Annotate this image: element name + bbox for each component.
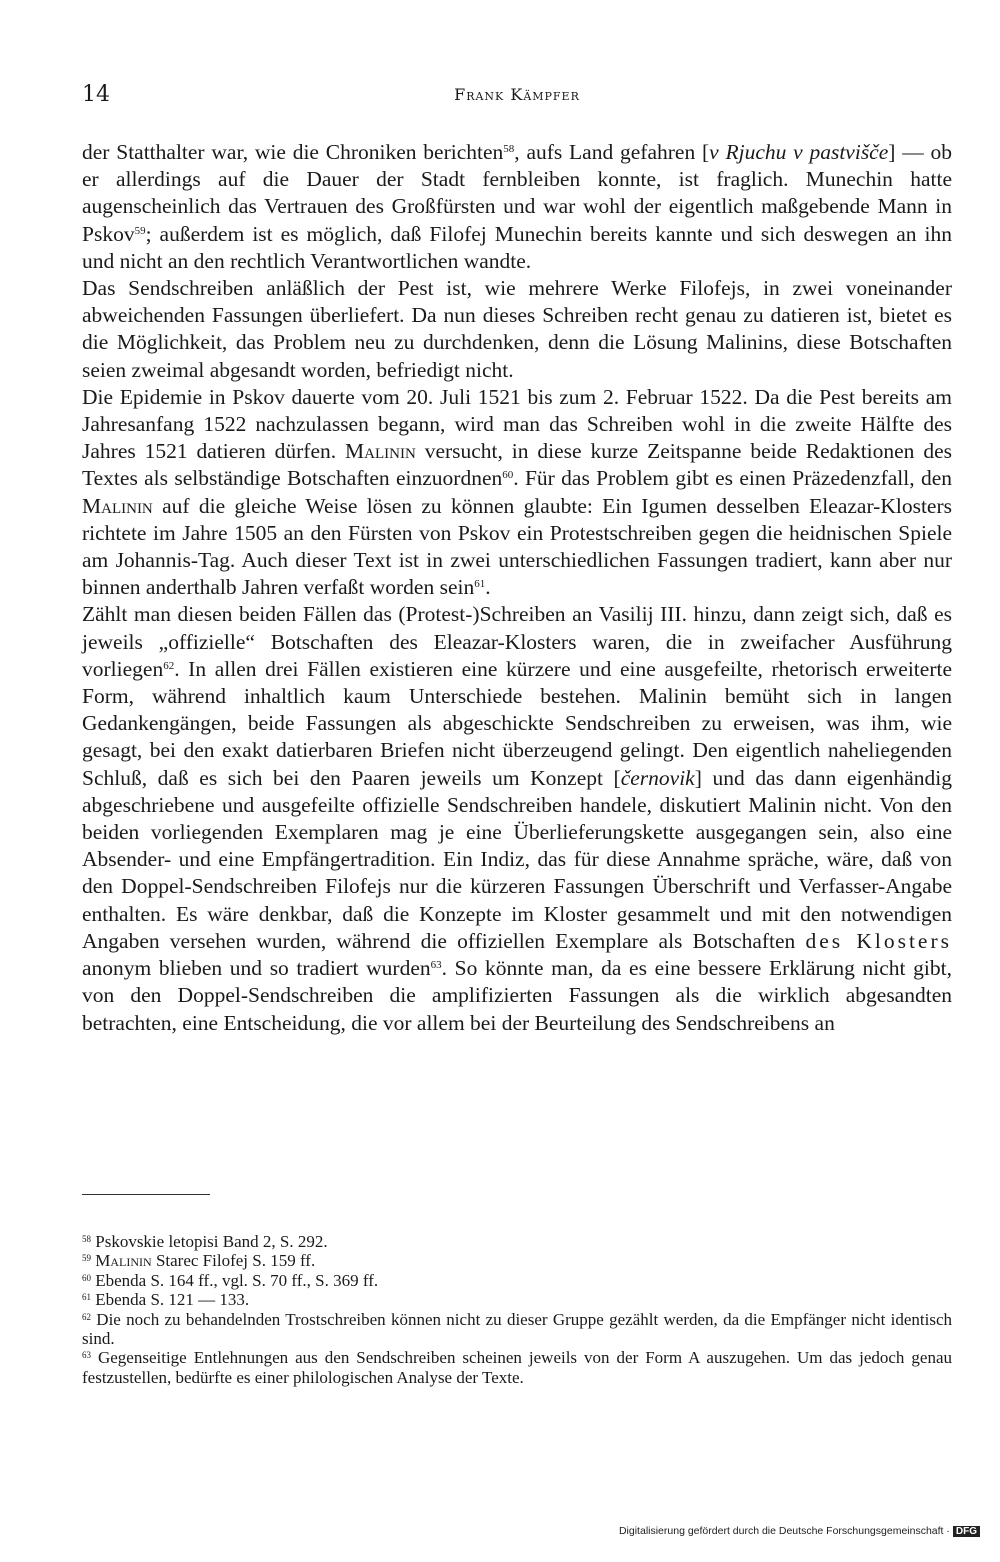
text-run: der Statthalter war, wie die Chroniken berichten [82, 140, 504, 164]
footnote [82, 1271, 952, 1290]
footnote-text: Pskovskie letopisi Band 2, S. 292. [91, 1232, 328, 1251]
text-run: Die Epidemie in Pskov dauerte vom 20. Juli 1521 bis zum 2. Februar 1522. Da die Pest bereits am Jahresanfang 1522 nachzulassen begann, wird man das Schreiben wohl in die zweite Hälfte des Jahres 1521 datieren dürfen. [82, 384, 952, 464]
running-title: Frank Kämpfer [454, 85, 580, 104]
footnotes [82, 1232, 952, 1387]
footnote-ref: 58 [503, 143, 515, 155]
page-number: 14 [82, 82, 110, 107]
text-run: . Für das Problem gibt es einen Präzedenzfall, den [513, 466, 952, 491]
text-run: . [485, 575, 491, 600]
text-run: v Rjuchu v pastvišče [709, 140, 889, 164]
footnote [82, 1251, 952, 1270]
digitization-notice [619, 1525, 980, 1537]
text-run: ] und das dann eigenhändig abgeschriebene und ausgefeilte offizielle Sendschreiben handele, diskutiert Malinin nicht. Von den beiden vorliegenden Exemplaren mag je eine Überlieferungskette ausgegangen sein, also eine Absender- und eine Empfängertradition. Ein Indiz, das für diese Annahme spräche, wäre, daß von den Doppel-Sendschreiben Filofejs nur die kürzeren Fassungen Überschrift und Verfasser-Angabe enthalten. Es wäre denkbar, daß die Konzepte im Kloster gesammelt und mit den notwendigen Angaben versehen wurden, während die offiziellen Exemplare als Botschaften [82, 765, 953, 953]
footnote-ref: 59 [82, 1253, 91, 1264]
text-run: Malinin [345, 439, 416, 464]
paragraph [82, 601, 952, 1036]
paragraph [82, 384, 952, 602]
text-run: . So könnte man, da es eine bessere Erklärung nicht gibt, von den Doppel-Sendschreiben die amplifizierten Fassungen als die wirklich abgesandten betrachten, eine Entscheidung, die vor allem bei der Beurteilung des Sendschreibens an [82, 956, 952, 1035]
text-run: versucht, in diese kurze Zeitspanne beide Redaktionen des Textes als selbständige Botschaften einzuordnen [82, 439, 952, 491]
text-run: černovik [620, 765, 695, 790]
digitization-text: Digitalisierung gefördert durch die Deutsche Forschungsgemeinschaft · [618, 1525, 950, 1537]
text-run: auf die gleiche Weise lösen zu können glaubte: Ein Igumen desselben Eleazar-Klosters richtete im Jahre 1505 an den Fürsten von Pskov ein Protestschreiben gegen die heidnischen Spiele am Johannis-Tag. Auch dieser Text ist in zwei unterschiedlichen Fassungen tradiert, kann aber nur binnen anderthalb Jahren verfaßt worden sein [82, 493, 952, 600]
text-run: Malinin [82, 493, 153, 518]
footnote-text: Die noch zu behandelnden Trostschreiben können nicht zu dieser Gruppe gezählt werden, da die Empfänger nicht identisch sind. [82, 1309, 952, 1349]
footnote-text: Ebenda S. 121 — 133. [91, 1290, 250, 1310]
footnote-ref: 60 [82, 1272, 91, 1283]
footnote [82, 1232, 952, 1251]
footnote-ref: 62 [82, 1311, 91, 1322]
text-run: . In allen drei Fällen existieren eine kürzere und eine ausgefeilte, rhetorisch erweiterte Form, während inhaltlich kaum Unterschiede bestehen. Malinin bemüht sich in langen Gedankengängen, beide Fassungen als abgeschickte Sendschreiben zu erweisen, was ihm, wie gesagt, bei den exakt datierbaren Briefen nicht überzeugend gelingt. Den eigentlich naheliegenden Schluß, daß es sich bei den Paaren jeweils um Konzept [ [82, 656, 952, 790]
footnote [82, 1348, 952, 1387]
text-run: Zählt man diesen beiden Fällen das (Protest-)Schreiben an Vasilij III. hinzu, dann zeigt sich, daß es jeweils „offizielle“ Botschaften des Eleazar-Klosters waren, die in zweifacher Ausführung vorliegen [82, 602, 952, 681]
footnote-text: Malinin [95, 1251, 152, 1271]
body-text [82, 139, 952, 1037]
footnote-ref: 60 [502, 469, 514, 482]
footnote-ref: 63 [82, 1350, 91, 1361]
footnote-text: Ebenda S. 164 ff., vgl. S. 70 ff., S. 369 ff. [91, 1270, 379, 1290]
text-run: des Klosters [805, 928, 952, 953]
text-run: Das Sendschreiben anläßlich der Pest ist, wie mehrere Werke Filofejs, in zwei voneinander abweichenden Fassungen überliefert. Da nun dieses Schreiben recht genau zu datieren ist, bietet es die Möglichkeit, das Problem neu zu durchdenken, denn die Lösung Malinins, diese Botschaften seien zweimal abgesandt worden, befriedigt nicht. [82, 276, 952, 382]
footnote-ref: 58 [82, 1234, 91, 1244]
dfg-logo: DFG [953, 1526, 980, 1537]
footnote-ref: 62 [163, 659, 175, 672]
footnote-ref: 59 [134, 224, 146, 237]
text-run: ] — ob er allerdings auf die Dauer der Stadt fernbleiben konnte, ist fraglich. Munechin hatte augenscheinlich das Vertrauen des Großfürsten und war wohl der eigentlich maßgebende Mann in Pskov [82, 140, 952, 246]
footnote-ref: 61 [82, 1292, 91, 1303]
footnote-ref: 61 [474, 578, 486, 591]
text-run: anonym blieben und so tradiert wurden [82, 956, 431, 981]
text-run: ; außerdem ist es möglich, daß Filofej Munechin bereits kannte und sich deswegen an ihn und nicht an den rechtlich Verantwortlichen wandte. [82, 221, 952, 273]
footnote [82, 1290, 952, 1309]
text-run: , aufs Land gefahren [ [514, 140, 710, 164]
page-header [82, 82, 952, 112]
footnote-divider [82, 1194, 210, 1195]
paragraph [82, 275, 952, 384]
footnote-text: Gegenseitige Entlehnungen aus den Sendschreiben scheinen jeweils von der Form A auszugehen. Um das jedoch genau festzustellen, bedürfte es einer philologischen Analyse der Texte. [82, 1348, 952, 1387]
footnote-text: Starec Filofej S. 159 ff. [151, 1251, 316, 1271]
footnote-ref: 63 [430, 959, 442, 972]
paragraph [82, 139, 952, 275]
footnote [82, 1310, 952, 1349]
